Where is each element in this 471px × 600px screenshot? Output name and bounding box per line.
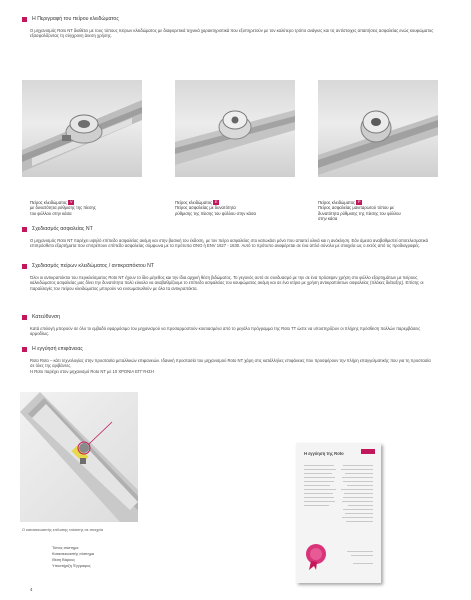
wax-seal-icon [302,541,336,571]
caption-line: Πείρος ασφαλείας με δυνατότητα [175,205,236,211]
heading-text: Σχεδιασμός ασφαλείας ΝΤ [32,226,93,232]
caption-line: με δυνατότητα ρύθμισης της πίεσης [30,205,96,211]
document-title: Η εγγύηση της Roto [304,451,344,456]
section-marker [22,17,27,22]
caption-line: ρύθμισης της πίεσης του φύλλου στην κάσα [175,210,256,216]
badge-e: E [214,200,218,205]
roto-logo [361,449,375,454]
warranty-document-image [296,443,381,583]
locking-pin-photo-p [318,80,438,177]
paragraph: Ο μηχανισμός Roto NT διαθέτει με τους τύπους πείρων κλειδώματος με διαφορετικά τεχνικά χαρακτηριστικά που εξυπηρετούν με τον καλύτερο τρόπο ανάγκες και τις αντίστοιχες απαιτήσεις ασφαλείας ενώς κουφώματος εξασφαλίζοντας τη σύγχρονη άνεση χρήσης. [30,28,434,39]
locking-pin-e-image [175,80,295,177]
heading-text: Κατεύθυνση [32,314,60,320]
page-number: 4 [30,587,33,592]
paragraph: Όλοι οι αντικραπόκτοι του περικλείσματος Roto NT έχουν το ίδιο μέγεθος και την ίδια αρχική θέση βιδώματος. Το γεγονός αυτό σε συνδυασμό με την σε ένα πρόσεψεν χρήση στο φύλλο εξαρτημάτων με πείρους καλειδώματος ασφαλείας μας δίνει την δυνατότητα πολύ εύκολα να αναβαθμίζουμε το επίπεδο ασφαλείας του κουφώματος ακόμη και σε ένα κτίριο με χρήση αντικραπόκτων ασφαλείας (πλάκες διάταξης). Επίσης οι παραλλαγές του πείρου κλειδώματος μπορούν να ενσωματωθούν με όλα τα αντικραπόκτα. [30,275,424,291]
section-heading-description [22,16,119,22]
list-item: Κατασκευαστής σύστημα [52,552,95,556]
caption-line: Πείρος κλειδώματος [175,200,213,205]
section-text-pin-design [30,275,435,291]
warranty-line: Η Roto παρέχει στον μηχανισμό Roto ΝΤ με 10 ΧΡΟΝΙΑ ΕΓΓΥΗΣΗ [30,368,154,374]
section-heading-surface-warranty [22,346,83,352]
section-marker [22,227,27,232]
paragraph: Κατά επιλογή μπορούν σε όλο το εμβαδό εφαρμόσιμο του μηχανισμού να προσαρμοστούν κουτιασμένα από το μεγάλο πρόγραμμα της Roto TT ώστε να υποστηρίζουν οι πλήρης πρόσθεση πολλών παρεμβάσεις αρμοδίως. [30,326,421,337]
section-marker [22,347,27,352]
heading-text: Η εγγύησή επιφάνειας [32,346,83,352]
section-text-direction [30,326,435,337]
heading-text: Η Περιγραφή του πείρου κλειδώματος [32,16,119,22]
locking-pin-photo-e [175,80,295,177]
hardware-photo-caption: Ο κατασκευαστής επίλυσης ταύτισης σε στοιχεία [22,528,104,532]
caption-line: στην κάσα [318,215,338,221]
locking-pin-v-image [22,80,142,177]
section-text-security-design [30,238,435,249]
caption-pin-e [175,200,300,216]
spec-list [52,545,94,569]
paragraph: Ο μηχανισμός Roto NT παρέχει υψηλό επίπεδο ασφαλείας ακόμη και στην βασική του έκδοση, με τον πείρο ασφαλείας στο κατωκάσι μόνο που απαιτεί υλικά και η ανάκληση. Εάν άμεσα αναβαθμιστεί αποτελεσματικά επιπρόσθετο εξαρτήματα που επιτρέπουν επίπεδο ασφαλείας σύμφωνα με τα πρότυπα ΟΝΟ ή ΕΝV 1627 - 1630. Αυτό το πρότυπο αναφέρεται σε ένα απλό σύνολο με στοιχεία ως ο εκτός από τις προδιαγραφές. [30,238,429,249]
caption-line: Πείρος ασφαλείας μανιταρωτού τύπου με [318,205,395,211]
hardware-detail-photo [20,392,138,522]
caption-pin-v [30,200,155,216]
badge-p: P [357,200,361,205]
caption-pin-p [318,200,443,221]
badge-v: V [69,200,73,205]
heading-text: Σχεδιασμός πείρων κλειδώματος / αντικραπόκτου ΝΤ [32,263,155,269]
list-item: Υποστήριξη Έγγραφος [52,564,91,568]
caption-line: του φύλλου στην κάσα [30,210,72,216]
locking-pin-photo-v [22,80,142,177]
list-item: Τύπος σύστημα [52,546,79,550]
list-item: Θέση Βάρους [52,558,76,562]
hardware-detail-image [20,392,138,522]
section-text-surface-warranty [30,358,435,374]
caption-line: Πείρος κλειδώματος [30,200,68,205]
paragraph: Roto Roto – κάτι τεχνολογίας στην προστασία μεταλλικών επιφανειών. Ιδανική προστασία του μηχανισμού Roto NT χάρη στις κατάλληλες επιφάνειες που προσφέρουν την πλήρη επαγγελματικής που για τη προστασία σε όλες της αριβάντες. [30,358,431,369]
section-marker [22,264,27,269]
section-heading-direction [22,314,60,320]
caption-line: δυνατότητα ρύθμισης της πίεσης του φύλλου [318,210,401,216]
section-heading-pin-design [22,263,154,269]
section-heading-security-design [22,226,93,232]
locking-pin-p-image [318,80,438,177]
caption-line: Πείρος κλειδώματος [318,200,356,205]
section-marker [22,315,27,320]
section-text-description [30,28,435,39]
